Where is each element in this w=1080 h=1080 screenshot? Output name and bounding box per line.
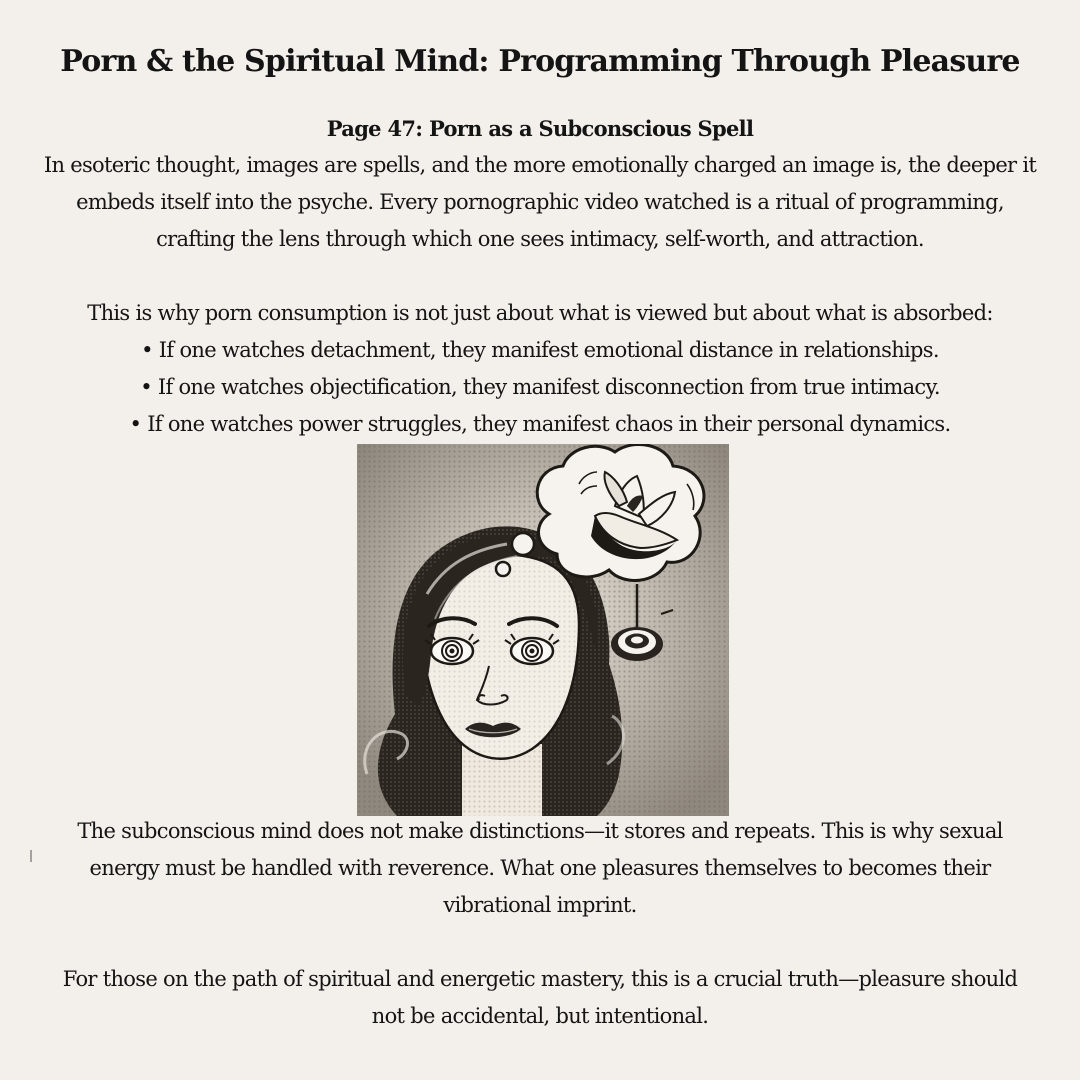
after-image-line-2: energy must be handled with reverence. What one pleasures themselves to becomes their: [89, 856, 991, 880]
bullets-lead: This is why porn consumption is not just about what is viewed but about what is absorbed:: [87, 301, 993, 325]
lower-text-block: [0, 813, 1080, 1035]
closing-line-2: not be accidental, but intentional.: [371, 1004, 709, 1028]
section-heading: Page 47: Porn as a Subconscious Spell: [326, 116, 754, 141]
closing-line-1: For those on the path of spiritual and energetic mastery, this is a crucial truth—pleasure should: [62, 967, 1018, 991]
bullet-detachment: • If one watches detachment, they manifest emotional distance in relationships.: [141, 338, 939, 362]
after-image-line-1: The subconscious mind does not make distinctions—it stores and repeats. This is why sexual: [77, 819, 1003, 843]
paragraph-spacer: [0, 258, 1080, 295]
paragraph-spacer: [0, 924, 1080, 961]
pop-art-illustration: [357, 444, 729, 816]
bullet-objectification: • If one watches objectification, they manifest disconnection from true intimacy.: [140, 375, 940, 399]
after-image-line-3: vibrational imprint.: [443, 893, 637, 917]
page-title: Porn & the Spiritual Mind: Programming Through Pleasure: [60, 44, 1020, 79]
intro-line-3: crafting the lens through which one sees intimacy, self-worth, and attraction.: [156, 227, 924, 251]
intro-line-2: embeds itself into the psyche. Every pornographic video watched is a ritual of programming,: [76, 190, 1004, 214]
upper-text-block: [0, 110, 1080, 443]
bullet-power-struggles: • If one watches power struggles, they manifest chaos in their personal dynamics.: [129, 412, 951, 436]
intro-line-1: In esoteric thought, images are spells, and the more emotionally charged an image is, the deeper it: [43, 153, 1037, 177]
